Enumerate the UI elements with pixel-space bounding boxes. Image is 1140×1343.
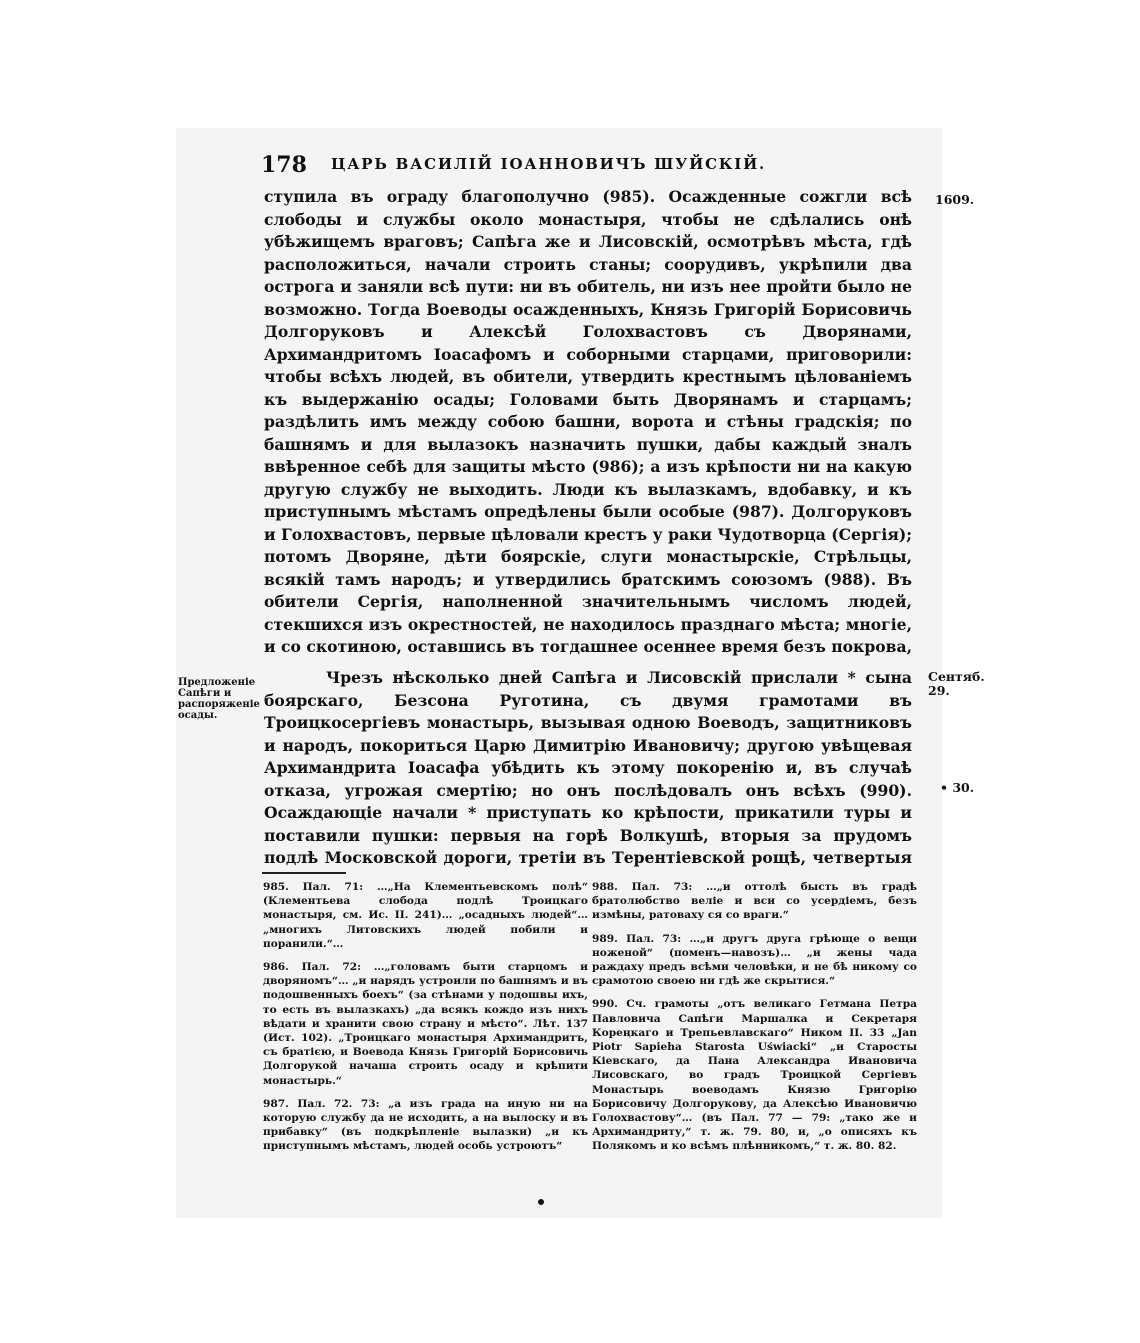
footnote-rule	[262, 872, 346, 874]
running-title: ЦАРЬ ВАСИЛІЙ ІОАННОВИЧЪ ШУЙСКІЙ.	[331, 155, 767, 173]
page-number: 178	[261, 152, 307, 178]
margin-date-30: • 30.	[940, 780, 975, 795]
footnotes-right-column	[592, 880, 917, 1163]
footnote-990: 990. Сч. грамоты „отъ великаго Гетмана Петра Павловича Сапѣги Маршалка и Секретаря Кореңкаго и Трепьевлавскаго“ Ником II. 33 „Jan Piotr Sapieha Starosta Uświacki“ „и Старосты Кіевскаго, да Пана Александра Ивановича Лисовскаго, во градъ Троицкой Сергіевъ Монастырь воеводамъ Князю Григорію Борисовичу Долгорукову, да Алексѣю Ивановичю Голохвастову“… (въ Пал. 77 — 79: „тако же и Архимандриту,“ т. ж. 79. 80, и, „о описяхъ къ Полякомъ и ко всѣмъ плѣнникомъ,“ т. ж. 80. 82.	[592, 998, 917, 1153]
footnote-986: 986. Пал. 72: …„головамъ быти старцомъ и дворяномъ“… „и нарядъ устроили по башнямъ и въ подошвенныхъ боехъ“ (за стѣнами у подошвы ихъ, то есть въ вылазкахъ) „да всякъ кождо изъ нихъ вѣдати и хранити свою страну и мѣсто“. Лѣт. 137 (Ист. 102). „Троицкаго монастыря Архимандритъ, съ братією, и Воевода Князь Григорій Борисовичь Долгорукой начаша строить осаду и крѣпити монастырь.“	[263, 961, 588, 1087]
footnote-987: 987. Пал. 72. 73: „а изъ града на иную ни на которую службу да не исходить, а на вылоску и въ прибавку“ (въ подкрѣпленіе вылазки) „и къ приступнымъ мѣстамъ, людей особь устроютъ“	[263, 1097, 588, 1153]
body-paragraph-1: ступила въ ограду благополучно (985). Осажденные сожгли всѣ слободы и службы около монастыря, чтобы не сдѣлались онѣ убѣжищемъ враговъ; Сапѣга же и Лисовскій, осмотрѣвъ мѣста, гдѣ расположиться, начали строить станы; соорудивъ, укрѣпили два острога и заняли всѣ пути: ни въ обитель, ни изъ нее пройти было не возможно. Тогда Воеводы осажденныхъ, Князь Григорій Борисовичь Долгоруковъ и Алексѣй Голохвастовъ съ Дворянами, Архимандритомъ Іоасафомъ и соборными старцами, приговорили: чтобы всѣхъ людей, въ обители, утвердить крестнымъ цѣлованіемъ къ выдержанію осады; Головами быть Дворянамъ и старцамъ; раздѣлить имъ между собою башни, ворота и стѣны градскія; по башнямъ и для вылазокъ назначить пушки, дабы каждый зналъ ввѣренное себѣ для защиты мѣсто (986); а изъ крѣпости ни на какую другую службу не выходить. Люди къ вылазкамъ, вдобавку, и къ приступнымъ мѣстамъ опредѣлены были особые (987). Долгоруковъ и Голохвастовъ, первые цѣловали крестъ у раки Чудотворца (Сергія); потомъ Дворяне, дѣти боярскіе, слуги монастырскіе, Стрѣльцы, всякій тамъ народъ; и утвердились братскимъ союзомъ (988). Въ обители Сергія, наполненной значительнымъ числомъ людей, стекшихся изъ окрестностей, не находилось празднаго мѣста; многіе, и со скотиною, оставшись въ тогдашнее осеннее время безъ покрова,	[264, 187, 912, 656]
footnote-985: 985. Пал. 71: …„На Клементьевскомъ полѣ“ (Клементьева слобода подлѣ Троицкаго монастыря, см. Ис. II. 241)… „осадныхъ людей“… „многихъ Литовскихъ людей побили и поранили.“…	[263, 881, 588, 950]
margin-side-note: Предложеніе Сапѣги и распоряженіе осады.	[178, 677, 260, 721]
margin-year: 1609.	[935, 192, 975, 207]
footnote-988: 988. Пал. 73: …„и оттолѣ бысть въ градѣ братолюбство веліе и вси со усердіемъ, безъ измѣны, ратоваху ся со враги.“	[592, 881, 917, 922]
footnote-989: 989. Пал. 73: …„и другъ друга грѣюще о вещи ноженой“ (поменъ—навозъ)… „и жены чада раждаху предъ всѣми человѣки, и не бѣ никому со срамотою своею ни гдѣ же скрытися.“	[592, 932, 917, 988]
page-header	[261, 152, 911, 186]
footnotes-left-column	[263, 880, 588, 1163]
margin-date-september: Сентяб. 29.	[928, 669, 985, 698]
body-paragraph-2: Чрезъ нѣсколько дней Сапѣга и Лисовскій прислали * сына боярскаго, Безсона Руготина, съ двумя грамотами въ Троицкосергіевъ монастырь, вызывая одною Воеводъ, защитниковъ и народъ, покориться Царю Димитрію Ивановичу; другою увѣщевая Архимандрита Іоасафа убѣдить къ этому покоренію и, въ случаѣ отказа, угрожая смертію; но онъ послѣдовалъ онъ всѣхъ (990). Осаждающіе начали * приступать ко крѣпости, прикатили туры и поставили пушки: первыя на горѣ Волкушѣ, вторыя за прудомъ подлѣ Московской дороги, третіи въ Терентіевской рощѣ, четвертыя	[264, 668, 912, 867]
page-dot-mark	[538, 1199, 544, 1205]
